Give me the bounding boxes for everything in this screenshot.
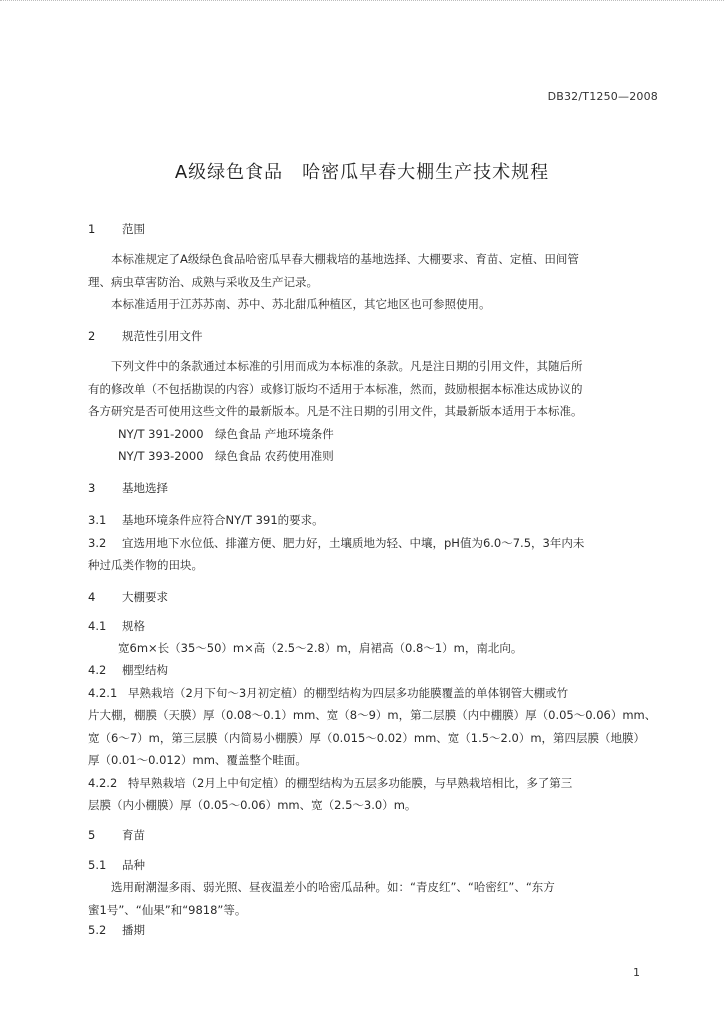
clause-5-1-heading (88, 858, 145, 873)
clause-4-1-heading (88, 619, 145, 634)
clause-number: 5.1 (88, 858, 107, 872)
clause-text: 特早熟栽培（2月上中旬定植）的棚型结构为五层多功能膜，与早熟栽培相比，多了第三 (128, 776, 573, 790)
clause-text: 早熟栽培（2月下旬～3月初定植）的棚型结构为四层多功能膜覆盖的单体钢管大棚或竹 (128, 686, 569, 700)
section-5-heading (88, 828, 145, 843)
paragraph-line: 本标准适用于江苏苏南、苏中、苏北甜瓜种植区，其它地区也可参照使用。 (88, 297, 491, 311)
paragraph-line: 理、病虫草害防治、成熟与采收及生产记录。 (88, 275, 318, 289)
section-title: 大棚要求 (122, 590, 168, 604)
paragraph-line: 种过瓜类作物的田块。 (88, 558, 203, 572)
clause-5-2-heading (88, 923, 145, 938)
page-title: A级绿色食品 哈密瓜早春大棚生产技术规程 (174, 162, 550, 183)
paragraph-line: 层膜（内小棚膜）厚（0.05～0.06）mm、宽（2.5～3.0）m。 (88, 798, 417, 812)
scan-edge-line (0, 0, 724, 5)
paragraph-line: 片大棚，棚膜（天膜）厚（0.08～0.1）mm、宽（8～9）m，第二层膜（内中棚膜）厚（0.05～0.06）mm、 (88, 708, 657, 722)
section-2-heading (88, 329, 203, 344)
reference-item: NY/T 391-2000 绿色食品 产地环境条件 (118, 427, 334, 441)
reference-item: NY/T 393-2000 绿色食品 农药使用准则 (118, 449, 334, 463)
paragraph-line: 选用耐潮湿多雨、弱光照、昼夜温差小的哈密瓜品种。如：“青皮红”、“哈密红”、“东方 (88, 880, 555, 894)
clause-number: 4.2 (88, 663, 107, 677)
section-number: 2 (88, 329, 96, 343)
clause-3-2 (88, 536, 584, 551)
clause-number: 3.2 (88, 536, 107, 550)
paragraph-line: 宽6m×长（35～50）m×高（2.5～2.8）m，肩裙高（0.8～1）m，南北向。 (118, 641, 523, 655)
section-1-heading (88, 222, 145, 237)
paragraph-line: 本标准规定了A级绿色食品哈密瓜早春大棚栽培的基地选择、大棚要求、育苗、定植、田间管 (88, 252, 579, 266)
section-title: 育苗 (122, 828, 145, 842)
clause-3-1 (88, 513, 324, 528)
paragraph-line: 有的修改单（不包括勘误的内容）或修订版均不适用于本标准，然而，鼓励根据本标准达成协议的 (88, 382, 583, 396)
clause-4-2-2 (88, 776, 572, 791)
clause-number: 3.1 (88, 513, 107, 527)
section-title: 范围 (122, 222, 145, 236)
section-number: 4 (88, 590, 96, 604)
section-title: 基地选择 (122, 481, 168, 495)
document-number: DB32/T1250—2008 (547, 90, 658, 103)
section-4-heading (88, 590, 168, 605)
paragraph-line: 厚（0.01～0.012）mm、覆盖整个畦面。 (88, 753, 307, 767)
section-number: 5 (88, 828, 96, 842)
clause-title: 规格 (122, 619, 145, 633)
paragraph-line: 宽（6～7）m，第三层膜（内简易小棚膜）厚（0.015～0.02）mm、宽（1.5～2.0）m，第四层膜（地膜） (88, 731, 646, 745)
clause-number: 4.2.1 (88, 686, 118, 700)
page-number: 1 (633, 966, 640, 979)
section-title: 规范性引用文件 (122, 329, 203, 343)
clause-title: 播期 (122, 923, 145, 937)
clause-text: 宜选用地下水位低、排灌方便、肥力好，土壤质地为轻、中壤，pH值为6.0～7.5，3年内未 (122, 536, 585, 550)
paragraph-line: 蜜1号”、“仙果”和“9818”等。 (88, 903, 247, 917)
clause-number: 5.2 (88, 923, 107, 937)
clause-4-2-heading (88, 663, 168, 678)
paragraph-line: 各方研究是否可使用这些文件的最新版本。凡是不注日期的引用文件，其最新版本适用于本标准。 (88, 404, 583, 418)
clause-title: 品种 (122, 858, 145, 872)
section-3-heading (88, 481, 168, 496)
section-number: 1 (88, 222, 96, 236)
section-number: 3 (88, 481, 96, 495)
clause-title: 棚型结构 (122, 663, 168, 677)
clause-number: 4.1 (88, 619, 107, 633)
clause-text: 基地环境条件应符合NY/T 391的要求。 (122, 513, 324, 527)
paragraph-line: 下列文件中的条款通过本标准的引用而成为本标准的条款。凡是注日期的引用文件，其随后所 (88, 359, 583, 373)
clause-number: 4.2.2 (88, 776, 118, 790)
clause-4-2-1 (88, 686, 568, 701)
